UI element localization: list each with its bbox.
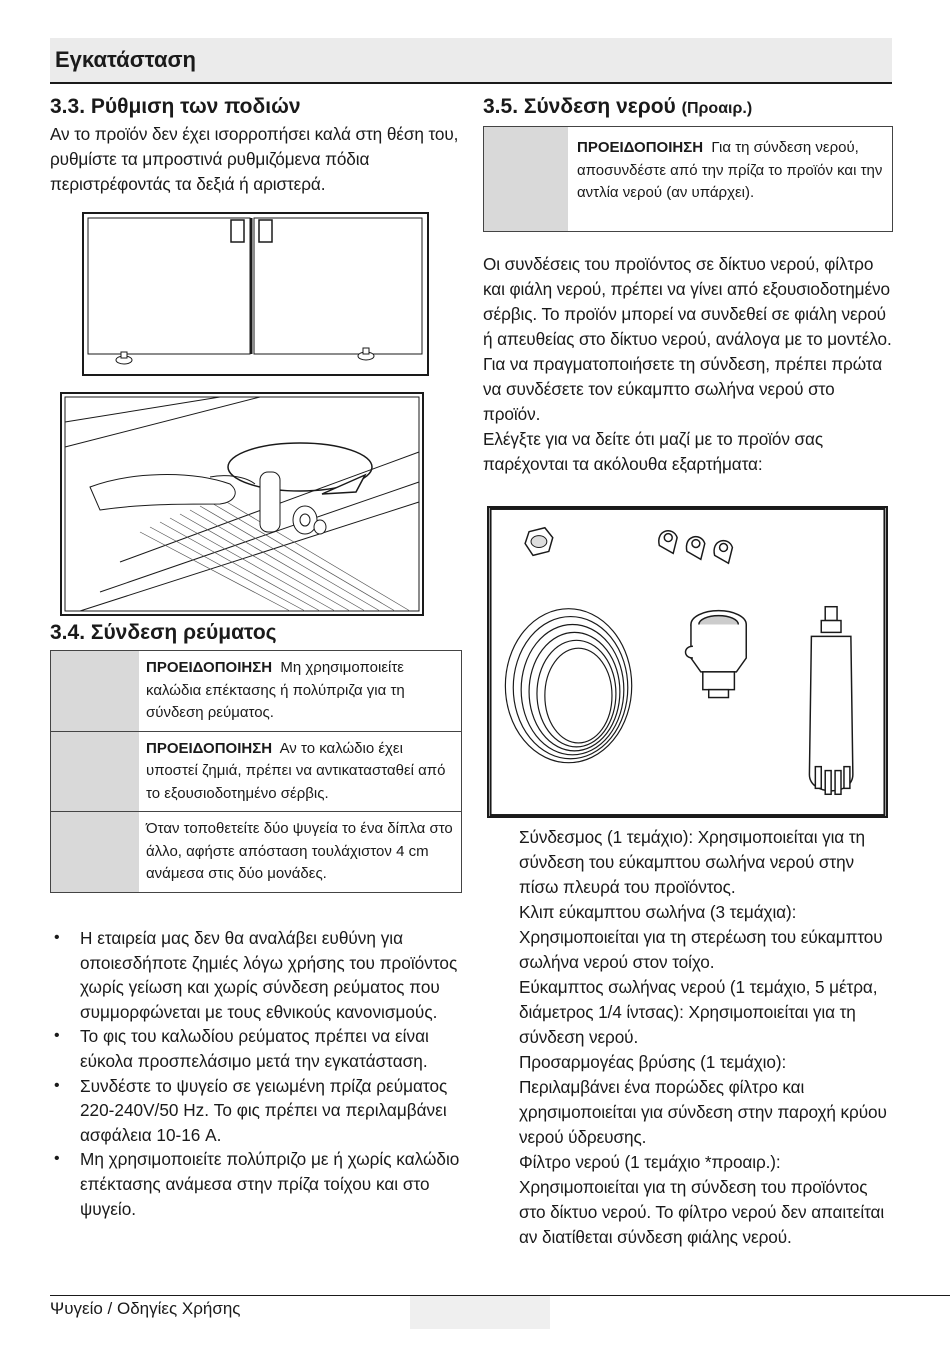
fridge-front-illustration [82, 212, 429, 376]
list-item-text: Μη χρησιμοποιείτε πολύπριζο με ή χωρίς καλώδιο επέκτασης ανάμεσα στην πρίζα τοίχου και στο ψυγείο. [80, 1149, 460, 1219]
warning-text [139, 651, 461, 731]
warning-text [139, 732, 461, 812]
accessories-illustration [487, 506, 888, 818]
section-3-5-title-suffix: (Προαιρ.) [681, 100, 753, 117]
section-3-3 [50, 92, 462, 197]
bullet-icon: • [54, 1150, 60, 1168]
accessory-item: Φίλτρο νερού (1 τεμάχιο *προαιρ.): Χρησιμοποιείται για τη σύνδεση του προϊόντος στο δίκτυο νερού. Το φίλτρο νερού δεν απαιτείται αν διατίθεται σύνδεση φιάλης νερού. [519, 1152, 885, 1247]
warning-row [51, 732, 461, 813]
list-item-text: Το φις του καλωδίου ρεύματος πρέπει να είναι εύκολα προσπελάσιμο μετά την εγκατάσταση. [80, 1026, 429, 1071]
warning-label: ΠΡΟΕΙΔΟΠΟΙΗΣΗ [577, 139, 704, 156]
note-body: Όταν τοποθετείτε δύο ψυγεία το ένα δίπλα στο άλλο, αφήστε απόσταση τουλάχιστον 4 cm ανάμεσα στις δύο μονάδες. [146, 820, 453, 882]
warning-row [51, 651, 461, 732]
page-title: Εγκατάσταση [55, 47, 196, 72]
section-3-4-title: 3.4. Σύνδεση ρεύματος [50, 621, 277, 644]
list-item [50, 1024, 462, 1073]
header-bar [50, 38, 892, 84]
section-3-5-title [483, 92, 752, 124]
list-item [50, 926, 462, 1024]
list-item [50, 1074, 462, 1148]
page-footer [50, 1295, 950, 1335]
page-number-box [410, 1296, 550, 1329]
water-connection-text [483, 252, 893, 477]
warning-body: Αν το καλώδιο έχει υποστεί ζημιά, πρέπει να αντικατασταθεί από το εξουσιοδοτημένο σέρβις. [146, 739, 446, 802]
list-item [50, 1147, 462, 1221]
list-item-text: Συνδέστε το ψυγείο σε γειωμένη πρίζα ρεύματος 220-240V/50 Hz. Το φις πρέπει να περιλαμβάνει ασφάλεια 10-16 A. [80, 1075, 448, 1145]
footer-text: Ψυγείο / Οδηγίες Χρήσης [50, 1299, 241, 1318]
accessory-item: Κλιπ εύκαμπτου σωλήνα (3 τεμάχια): Χρησιμοποιείται για τη στερέωση του εύκαμπτου σωλήνα νερού στον τοίχο. [519, 902, 883, 972]
paragraph: Οι συνδέσεις του προϊόντος σε δίκτυο νερού, φίλτρο και φιάλη νερού, πρέπει να γίνει από εξουσιοδοτημένο σέρβις. Το προϊόν μπορεί να συνδεθεί σε φιάλη νερού ή απευθείας στο δίκτυο νερού, ανάλογα με το μοντέλο. Για να πραγματοποιήσετε τη σύνδεση, πρέπει πρώτα να συνδέσετε τον εύκαμπτο σωλήνα νερού στο προϊόν. [483, 254, 892, 424]
bullet-icon: • [54, 1027, 60, 1045]
bullet-icon: • [54, 929, 60, 946]
section-3-3-title: 3.3. Ρύθμιση των ποδιών [50, 95, 301, 118]
accessory-item: Σύνδεσμος (1 τεμάχιο): Χρησιμοποιείται για τη σύνδεση του εύκαμπτου σωλήνα νερού στην πίσω πλευρά του προϊόντος. [519, 827, 865, 897]
warning-body: Για τη σύνδεση νερού, αποσυνδέστε από την πρίζα το προϊόν και την αντλία νερού (αν υπάρχει). [577, 139, 883, 201]
warning-icon-cell [51, 732, 139, 812]
paragraph: Ελέγξτε για να δείτε ότι μαζί με το προϊόν σας παρέχονται τα ακόλουθα εξαρτήματα: [483, 429, 824, 474]
warning-body: Μη χρησιμοποιείτε καλώδια επέκτασης ή πολύπριζα για τη σύνδεση ρεύματος. [146, 659, 405, 721]
power-bullet-list [50, 926, 462, 1221]
section-3-5-title-text: 3.5. Σύνδεση νερού [483, 95, 676, 118]
bullet-icon: • [54, 1076, 60, 1094]
list-item-text: Η εταιρεία μας δεν θα αναλάβει ευθύνη για οποιεσδήποτε ζημιές λόγω χρήσης του προϊόντος χωρίς γείωση και χωρίς σύνδεση ρεύματος που συμμορφώνεται με τους εθνικούς κανονισμούς. [80, 928, 458, 1022]
note-icon-cell [51, 812, 139, 892]
note-row [51, 812, 461, 892]
accessory-item: Προσαρμογέας βρύσης (1 τεμάχιο): Περιλαμβάνει ένα πορώδες φίλτρο και χρησιμοποιείται για σύνδεση στην παροχή κρύου νερού ύδρευσης. [519, 1052, 887, 1147]
foot-adjustment-illustration [60, 392, 424, 616]
warning-label: ΠΡΟΕΙΔΟΠΟΙΗΣΗ [146, 659, 273, 676]
warning-icon-cell [484, 127, 568, 231]
accessory-item: Εύκαμπτος σωλήνας νερού (1 τεμάχιο, 5 μέτρα, διάμετρος 1/4 ίντσας): Χρησιμοποιείται για τη σύνδεση νερού. [519, 977, 878, 1047]
warning-icon-cell [51, 651, 139, 731]
accessories-list [519, 825, 891, 1250]
warning-text [568, 127, 892, 231]
power-warnings-table [50, 650, 462, 893]
section-3-3-text: Αν το προϊόν δεν έχει ισορροπήσει καλά στη θέση του, ρυθμίστε τα μπροστινά ρυθμιζόμενα πόδια περιστρέφοντάς τα δεξιά ή αριστερά. [50, 124, 459, 194]
water-warning-box [483, 126, 893, 232]
warning-label: ΠΡΟΕΙΔΟΠΟΙΗΣΗ [146, 739, 273, 757]
note-text [139, 812, 461, 892]
